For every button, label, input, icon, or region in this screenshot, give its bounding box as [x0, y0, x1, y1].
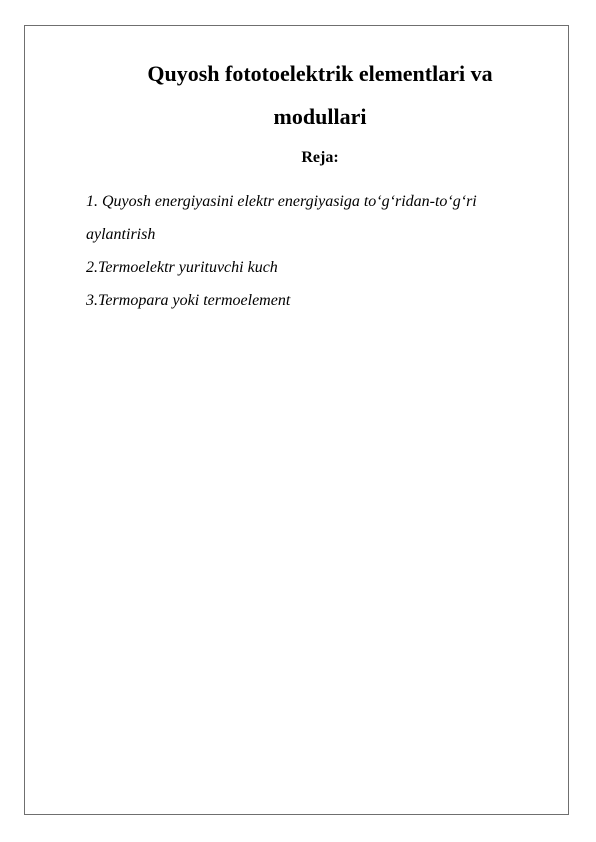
plan-item-1-continuation: aylantirish	[86, 226, 156, 243]
title-line-2: modullari	[273, 104, 367, 129]
plan-item-1: 1. Quyosh energiyasini elektr energiyasiga to‘g‘ridan-to‘g‘ri	[86, 193, 477, 210]
plan-list	[86, 185, 546, 317]
page-border	[24, 25, 569, 815]
plan-item-2: 2.Termoelektr yurituvchi kuch	[86, 259, 278, 276]
plan-item-3: 3.Termopara yoki termoelement	[86, 292, 291, 309]
title-line-1: Quyosh fototoelektrik elementlari va	[147, 61, 493, 86]
plan-heading: Reja:	[301, 149, 339, 166]
document-title	[100, 52, 540, 138]
